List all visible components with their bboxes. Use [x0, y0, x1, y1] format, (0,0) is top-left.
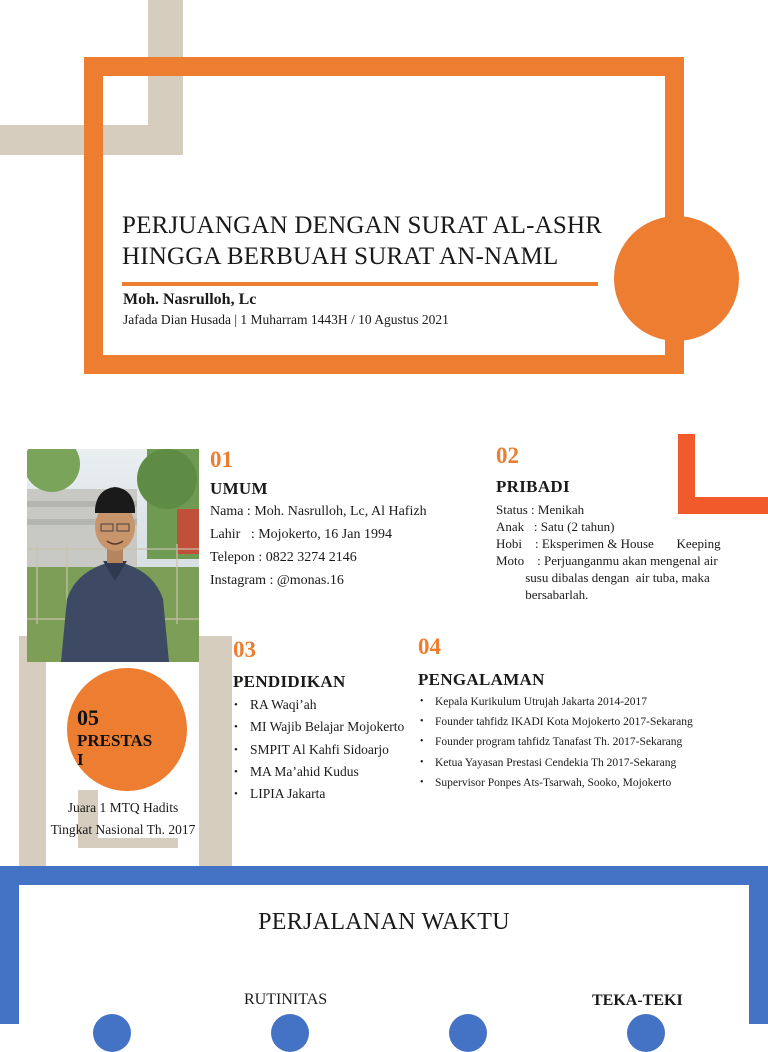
profile-photo: [27, 449, 199, 662]
section-number-prestasi: 05: [77, 705, 99, 730]
timeline-dot: [627, 1014, 665, 1052]
timeline-label-rutinitas: RUTINITAS: [244, 991, 328, 1008]
publication-meta: Jafada Dian Husada | 1 Muharram 1443H / 10 Agustus 2021: [123, 312, 449, 327]
header-frame-left: [84, 57, 103, 374]
pribadi-line: Status : Menikah: [496, 502, 585, 517]
list-item: • Kepala Kurikulum Utrujah Jakarta 2014-2017: [418, 692, 693, 712]
section-heading-prestasi-line-1: PRESTAS: [77, 731, 153, 750]
timeline-dot: [271, 1014, 309, 1052]
list-item: • Founder program tahfidz Tanafast Th. 2017-Sekarang: [418, 732, 693, 752]
umum-line: Lahir : Mojokerto, 16 Jan 1994: [210, 527, 392, 542]
section-heading-pribadi: PRIBADI: [496, 477, 570, 496]
author-name: Moh. Nasrulloh, Lc: [123, 291, 257, 308]
pribadi-line: Hobi : Eksperimen & House Keeping: [496, 536, 721, 551]
list-item: • LIPIA Jakarta: [233, 783, 404, 805]
pribadi-line: Moto : Perjuanganmu akan mengenal air: [496, 553, 718, 568]
section-heading-prestasi-line-2: I: [77, 750, 84, 769]
umum-line: Telepon : 0822 3274 2146: [210, 550, 357, 565]
profile-photo-illustration: [27, 449, 199, 662]
list-item: • MI Wajib Belajar Mojokerto: [233, 716, 404, 738]
list-item: • Supervisor Ponpes Ats-Tsarwah, Sooko, Mojokerto: [418, 773, 693, 793]
list-item: • Founder tahfidz IKADI Kota Mojokerto 2017-Sekarang: [418, 712, 693, 732]
list-item: • RA Waqi’ah: [233, 694, 404, 716]
page-title: [122, 210, 642, 272]
prestasi-desc-line-2: Tingkat Nasional Th. 2017: [50, 822, 196, 837]
timeline-dot: [449, 1014, 487, 1052]
section-heading-pengalaman: PENGALAMAN: [418, 670, 545, 689]
section-heading-umum: UMUM: [210, 479, 268, 498]
pribadi-line: bersabarlah.: [496, 587, 589, 602]
header-frame-top: [84, 57, 684, 76]
prestasi-desc-line-1: Juara 1 MTQ Hadits: [67, 800, 179, 815]
prestasi-description: [20, 797, 226, 841]
page-title-line-1: PERJUANGAN DENGAN SURAT AL-ASHR: [122, 212, 603, 239]
pribadi-line: susu dibalas dengan air tuba, maka: [496, 570, 710, 585]
prestasi-label: [77, 705, 152, 769]
list-item: • MA Ma’ahid Kudus: [233, 761, 404, 783]
page-title-line-2: HINGGA BERBUAH SURAT AN-NAML: [122, 243, 559, 270]
section-heading-pendidikan: PENDIDIKAN: [233, 672, 346, 691]
timeline-heading: PERJALANAN WAKTU: [258, 909, 510, 935]
pendidikan-list: [233, 694, 404, 805]
section-number-umum: 01: [210, 447, 233, 472]
list-item: • Ketua Yayasan Prestasi Cendekia Th 2017-Sekarang: [418, 753, 693, 773]
umum-line: Instagram : @monas.16: [210, 573, 344, 588]
title-underline: [122, 282, 598, 286]
section-number-pengalaman: 04: [418, 634, 441, 659]
section-number-pendidikan: 03: [233, 637, 256, 662]
section-number-pribadi: 02: [496, 443, 519, 468]
pribadi-details: [496, 501, 721, 603]
timeline-label-teka-teki: TEKA-TEKI: [592, 992, 683, 1009]
umum-line: Nama : Moh. Nasrulloh, Lc, Al Hafizh: [210, 504, 427, 519]
timeline-dot: [93, 1014, 131, 1052]
pengalaman-list: [418, 692, 693, 793]
pribadi-line: Anak : Satu (2 tahun): [496, 519, 615, 534]
umum-details: [210, 500, 427, 592]
header-frame-bottom: [84, 355, 684, 374]
list-item: • SMPIT Al Kahfi Sidoarjo: [233, 739, 404, 761]
